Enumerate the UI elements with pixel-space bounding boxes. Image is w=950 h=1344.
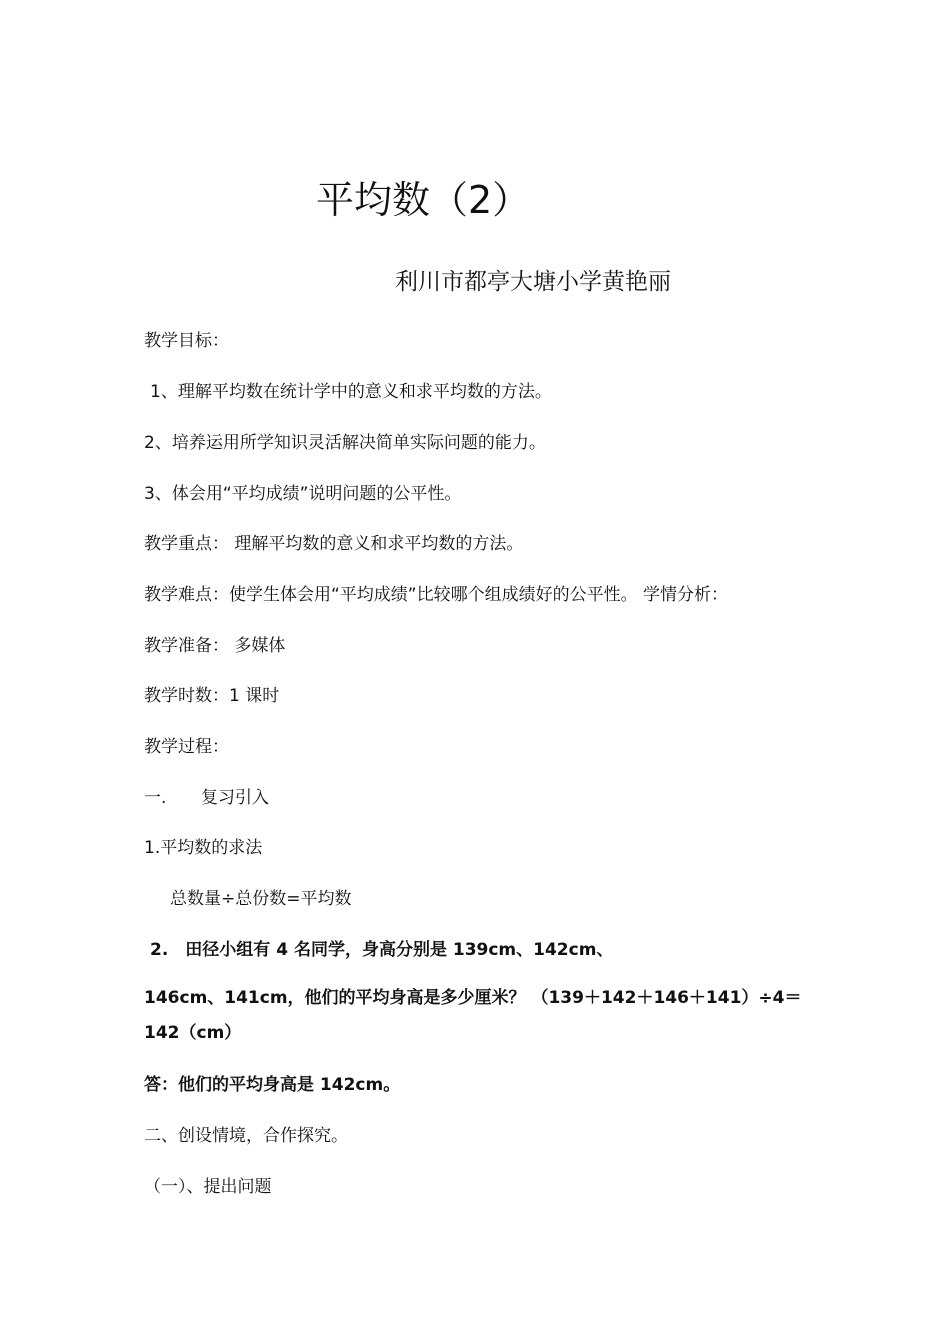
section-2-heading: 二、创设情境，合作探究。 xyxy=(144,1126,348,1146)
answer: 答：他们的平均身高是 142cm。 xyxy=(144,1075,401,1095)
teaching-hours: 教学时数：1 课时 xyxy=(144,686,280,706)
item-1: 1.平均数的求法 xyxy=(144,838,263,858)
goal-item-1: 1、理解平均数在统计学中的意义和求平均数的方法。 xyxy=(150,382,552,402)
goals-heading: 教学目标： xyxy=(144,331,229,351)
section-1-number: 一. xyxy=(144,788,167,808)
goal-item-2: 2、培养运用所学知识灵活解决简单实际问题的能力。 xyxy=(144,433,546,453)
difficulty-point: 教学难点：使学生体会用“平均成绩”比较哪个组成绩好的公平性。 学情分析： xyxy=(144,585,729,605)
preparation: 教学准备： 多媒体 xyxy=(144,636,286,656)
formula: 总数量÷总份数=平均数 xyxy=(170,889,352,909)
item-2-line-1: 2. 田径小组有 4 名同学，身高分别是 139cm、142cm、 xyxy=(150,940,614,960)
goal-item-3: 3、体会用“平均成绩”说明问题的公平性。 xyxy=(144,484,462,504)
key-point: 教学重点： 理解平均数的意义和求平均数的方法。 xyxy=(144,534,524,554)
author-line: 利川市都亭大塘小学黄艳丽 xyxy=(395,269,671,295)
process-heading: 教学过程： xyxy=(144,737,229,757)
page-title: 平均数（2） xyxy=(316,178,531,222)
subsection-1-heading: （一）、提出问题 xyxy=(144,1177,272,1197)
item-2-line-2: 146cm、141cm，他们的平均身高是多少厘米？ （139＋142＋146＋141）÷4＝142（cm） xyxy=(144,988,802,1043)
section-1-title: 复习引入 xyxy=(201,788,269,808)
